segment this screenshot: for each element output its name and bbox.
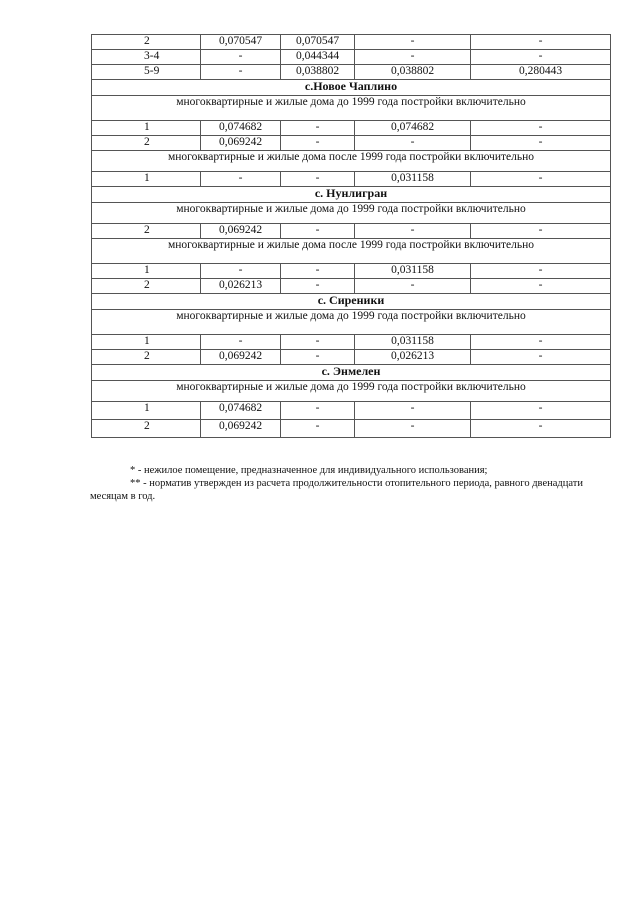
building-category: многоквартирные и жилые дома до 1999 года постройки включительно: [92, 310, 611, 335]
floor-count-cell: 2: [92, 35, 201, 50]
value-cell: 0,074682: [201, 402, 281, 420]
value-cell: 0,070547: [281, 35, 355, 50]
table-row: [92, 402, 611, 420]
floor-count-cell: 1: [92, 402, 201, 420]
table-row: [92, 35, 611, 50]
value-cell: 0,069242: [201, 136, 281, 151]
value-cell: -: [201, 172, 281, 187]
table-row: [92, 279, 611, 294]
footnote-heating-period: ** - норматив утвержден из расчета продолжительности отопительного периода, равного двенадцати месяцам в год.: [90, 478, 583, 502]
value-cell: -: [471, 350, 611, 365]
value-cell: 0,026213: [201, 279, 281, 294]
value-cell: -: [471, 172, 611, 187]
floor-count-cell: 5-9: [92, 65, 201, 80]
category-header-row: [92, 151, 611, 172]
value-cell: -: [355, 136, 471, 151]
value-cell: -: [281, 350, 355, 365]
value-cell: 0,044344: [281, 50, 355, 65]
category-header-row: [92, 239, 611, 264]
value-cell: -: [201, 50, 281, 65]
table-row: [92, 224, 611, 239]
value-cell: -: [355, 420, 471, 438]
value-cell: -: [281, 224, 355, 239]
settlement-header-row: [92, 294, 611, 310]
footnote-nonresidential: * - нежилое помещение, предназначенное для индивидуального использования;: [130, 465, 488, 476]
table-row: [92, 136, 611, 151]
table-row: [92, 65, 611, 80]
value-cell: 0,069242: [201, 420, 281, 438]
category-header-row: [92, 381, 611, 402]
table-row: [92, 420, 611, 438]
value-cell: -: [201, 65, 281, 80]
floor-count-cell: 2: [92, 350, 201, 365]
settlement-header-row: [92, 80, 611, 96]
value-cell: -: [471, 35, 611, 50]
value-cell: -: [281, 121, 355, 136]
value-cell: -: [471, 136, 611, 151]
value-cell: -: [471, 264, 611, 279]
floor-count-cell: 1: [92, 121, 201, 136]
value-cell: -: [355, 224, 471, 239]
value-cell: -: [281, 172, 355, 187]
table-row: [92, 121, 611, 136]
value-cell: 0,026213: [355, 350, 471, 365]
value-cell: -: [355, 402, 471, 420]
floor-count-cell: 1: [92, 264, 201, 279]
floor-count-cell: 1: [92, 335, 201, 350]
footnotes: [90, 464, 610, 503]
value-cell: -: [281, 335, 355, 350]
floor-count-cell: 2: [92, 279, 201, 294]
value-cell: -: [201, 264, 281, 279]
table-row: [92, 350, 611, 365]
settlement-header-row: [92, 365, 611, 381]
value-cell: 0,069242: [201, 350, 281, 365]
value-cell: 0,031158: [355, 172, 471, 187]
category-header-row: [92, 203, 611, 224]
value-cell: -: [281, 279, 355, 294]
settlement-name: с.Новое Чаплино: [92, 80, 611, 96]
building-category: многоквартирные и жилые дома до 1999 года постройки включительно: [92, 381, 611, 402]
building-category: многоквартирные и жилые дома до 1999 года постройки включительно: [92, 203, 611, 224]
value-cell: -: [355, 50, 471, 65]
value-cell: -: [355, 279, 471, 294]
value-cell: 0,069242: [201, 224, 281, 239]
table-row: [92, 172, 611, 187]
table-row: [92, 264, 611, 279]
norms-table-body: [92, 35, 611, 438]
value-cell: -: [471, 420, 611, 438]
value-cell: 0,070547: [201, 35, 281, 50]
value-cell: 0,038802: [355, 65, 471, 80]
value-cell: -: [471, 50, 611, 65]
floor-count-cell: 2: [92, 224, 201, 239]
category-header-row: [92, 96, 611, 121]
settlement-name: с. Энмелен: [92, 365, 611, 381]
floor-count-cell: 2: [92, 136, 201, 151]
value-cell: -: [281, 402, 355, 420]
building-category: многоквартирные и жилые дома после 1999 года постройки включительно: [92, 151, 611, 172]
value-cell: -: [355, 35, 471, 50]
value-cell: -: [471, 402, 611, 420]
settlement-name: с. Нунлигран: [92, 187, 611, 203]
value-cell: -: [471, 224, 611, 239]
table-row: [92, 50, 611, 65]
settlement-header-row: [92, 187, 611, 203]
category-header-row: [92, 310, 611, 335]
value-cell: 0,074682: [201, 121, 281, 136]
value-cell: -: [201, 335, 281, 350]
table-row: [92, 335, 611, 350]
floor-count-cell: 2: [92, 420, 201, 438]
building-category: многоквартирные и жилые дома до 1999 года постройки включительно: [92, 96, 611, 121]
value-cell: -: [281, 136, 355, 151]
value-cell: 0,031158: [355, 335, 471, 350]
floor-count-cell: 3-4: [92, 50, 201, 65]
value-cell: -: [471, 121, 611, 136]
value-cell: 0,031158: [355, 264, 471, 279]
norms-table: [91, 34, 611, 438]
building-category: многоквартирные и жилые дома после 1999 года постройки включительно: [92, 239, 611, 264]
settlement-name: с. Сиреники: [92, 294, 611, 310]
value-cell: 0,074682: [355, 121, 471, 136]
value-cell: -: [281, 420, 355, 438]
floor-count-cell: 1: [92, 172, 201, 187]
value-cell: 0,280443: [471, 65, 611, 80]
value-cell: -: [471, 335, 611, 350]
value-cell: -: [281, 264, 355, 279]
value-cell: 0,038802: [281, 65, 355, 80]
value-cell: -: [471, 279, 611, 294]
